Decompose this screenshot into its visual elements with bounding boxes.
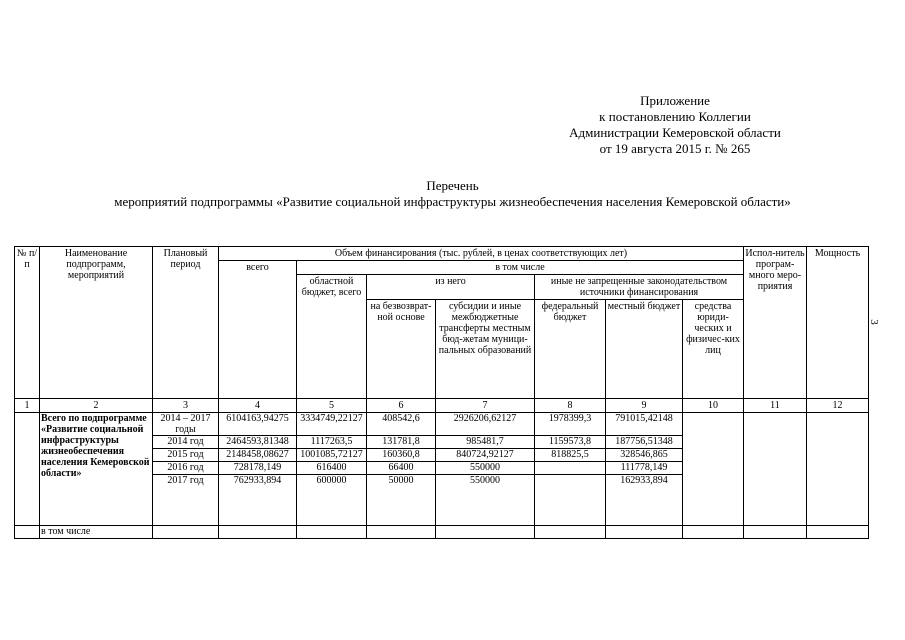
period-cell: 2016 год [153, 462, 219, 475]
subsidies-cell: 550000 [436, 462, 535, 475]
local-cell: 162933,894 [606, 475, 683, 526]
federal-cell: 1159573,8 [535, 436, 606, 449]
header-total: всего [219, 261, 297, 399]
capacity-cell [807, 413, 869, 526]
title-line-2: мероприятий подпрограммы «Развитие социальной инфраструктуры жизнеобеспечения населения Кемеровской области» [114, 194, 791, 209]
empty-cell [535, 526, 606, 539]
empty-cell [683, 526, 744, 539]
col-number: 3 [153, 399, 219, 413]
table-row [15, 413, 869, 436]
header-capacity: Мощность [807, 247, 869, 399]
col-number: 12 [807, 399, 869, 413]
page-number: 3 [867, 319, 880, 325]
financing-table [14, 246, 869, 539]
empty-cell [297, 526, 367, 539]
subsidies-cell: 550000 [436, 475, 535, 526]
federal-cell [535, 462, 606, 475]
nonrefundable-cell: 408542,6 [367, 413, 436, 436]
subsidies-cell: 840724,92127 [436, 449, 535, 462]
empty-cell [219, 526, 297, 539]
regional-cell: 1117263,5 [297, 436, 367, 449]
executor-cell [744, 413, 807, 526]
title-line-1: Перечень [426, 178, 479, 193]
federal-cell: 818825,5 [535, 449, 606, 462]
col-number: 10 [683, 399, 744, 413]
appendix-line-4: от 19 августа 2015 г. № 265 [599, 141, 751, 156]
header-local: местный бюджет [606, 300, 683, 399]
col-number: 5 [297, 399, 367, 413]
appendix-block [520, 93, 830, 157]
regional-cell: 3334749,22127 [297, 413, 367, 436]
header-regional: областной бюджет, всего [297, 275, 367, 399]
period-cell: 2017 год [153, 475, 219, 526]
col-number: 8 [535, 399, 606, 413]
nonrefundable-cell: 66400 [367, 462, 436, 475]
header-legal-entities: средства юриди-ческих и физичес-ких лиц [683, 300, 744, 399]
header-federal: федеральный бюджет [535, 300, 606, 399]
header-nonrefundable: на безвозврат-ной основе [367, 300, 436, 399]
subsidies-cell: 2926206,62127 [436, 413, 535, 436]
header-volume: Объем финансирования (тыс. рублей, в ценах соответствующих лет) [219, 247, 744, 261]
total-cell: 762933,894 [219, 475, 297, 526]
nonrefundable-cell: 160360,8 [367, 449, 436, 462]
subsidies-cell: 985481,7 [436, 436, 535, 449]
appendix-line-1: Приложение [640, 93, 710, 108]
col-number: 9 [606, 399, 683, 413]
nonrefundable-cell: 131781,8 [367, 436, 436, 449]
header-period: Плановый период [153, 247, 219, 399]
including-label: в том числе [40, 526, 153, 539]
total-cell: 2464593,81348 [219, 436, 297, 449]
header-executor: Испол-нитель програм-много меро-приятия [744, 247, 807, 399]
regional-cell: 616400 [297, 462, 367, 475]
col-number: 6 [367, 399, 436, 413]
period-cell: 2015 год [153, 449, 219, 462]
empty-cell [744, 526, 807, 539]
local-cell: 791015,42148 [606, 413, 683, 436]
period-cell: 2014 год [153, 436, 219, 449]
header-other-sources: иные не запрещенные законодательством источники финансирования [535, 275, 744, 300]
col-number: 7 [436, 399, 535, 413]
nonrefundable-cell: 50000 [367, 475, 436, 526]
total-cell: 6104163,94275 [219, 413, 297, 436]
col-number: 11 [744, 399, 807, 413]
total-cell: 728178,149 [219, 462, 297, 475]
row-num-cell [15, 526, 40, 539]
empty-cell [436, 526, 535, 539]
empty-cell [807, 526, 869, 539]
local-cell: 111778,149 [606, 462, 683, 475]
col-number: 1 [15, 399, 40, 413]
empty-cell [367, 526, 436, 539]
total-cell: 2148458,08627 [219, 449, 297, 462]
appendix-line-2: к постановлению Коллегии [599, 109, 751, 124]
appendix-line-3: Администрации Кемеровской области [569, 125, 781, 140]
local-cell: 187756,51348 [606, 436, 683, 449]
regional-cell: 1001085,72127 [297, 449, 367, 462]
federal-cell: 1978399,3 [535, 413, 606, 436]
col-number: 2 [40, 399, 153, 413]
col-number: 4 [219, 399, 297, 413]
header-subsidies: субсидии и иные межбюджетные трансферты местным бюд-жетам муници-пальных образований [436, 300, 535, 399]
empty-cell [153, 526, 219, 539]
row-num-cell [15, 413, 40, 526]
legal-entities-cell [683, 413, 744, 526]
header-including: в том числе [297, 261, 744, 275]
header-of-which: из него [367, 275, 535, 300]
period-cell: 2014 – 2017 годы [153, 413, 219, 436]
table-row [15, 526, 869, 539]
header-name: Наименование подпрограмм, мероприятий [40, 247, 153, 399]
program-name: Всего по подпрограмме «Развитие социальной инфраструктуры жизнеобеспечения населения Кемеровской области» [40, 413, 153, 526]
header-num: № п/п [15, 247, 40, 399]
local-cell: 328546,865 [606, 449, 683, 462]
empty-cell [606, 526, 683, 539]
regional-cell: 600000 [297, 475, 367, 526]
document-title [0, 178, 905, 210]
federal-cell [535, 475, 606, 526]
